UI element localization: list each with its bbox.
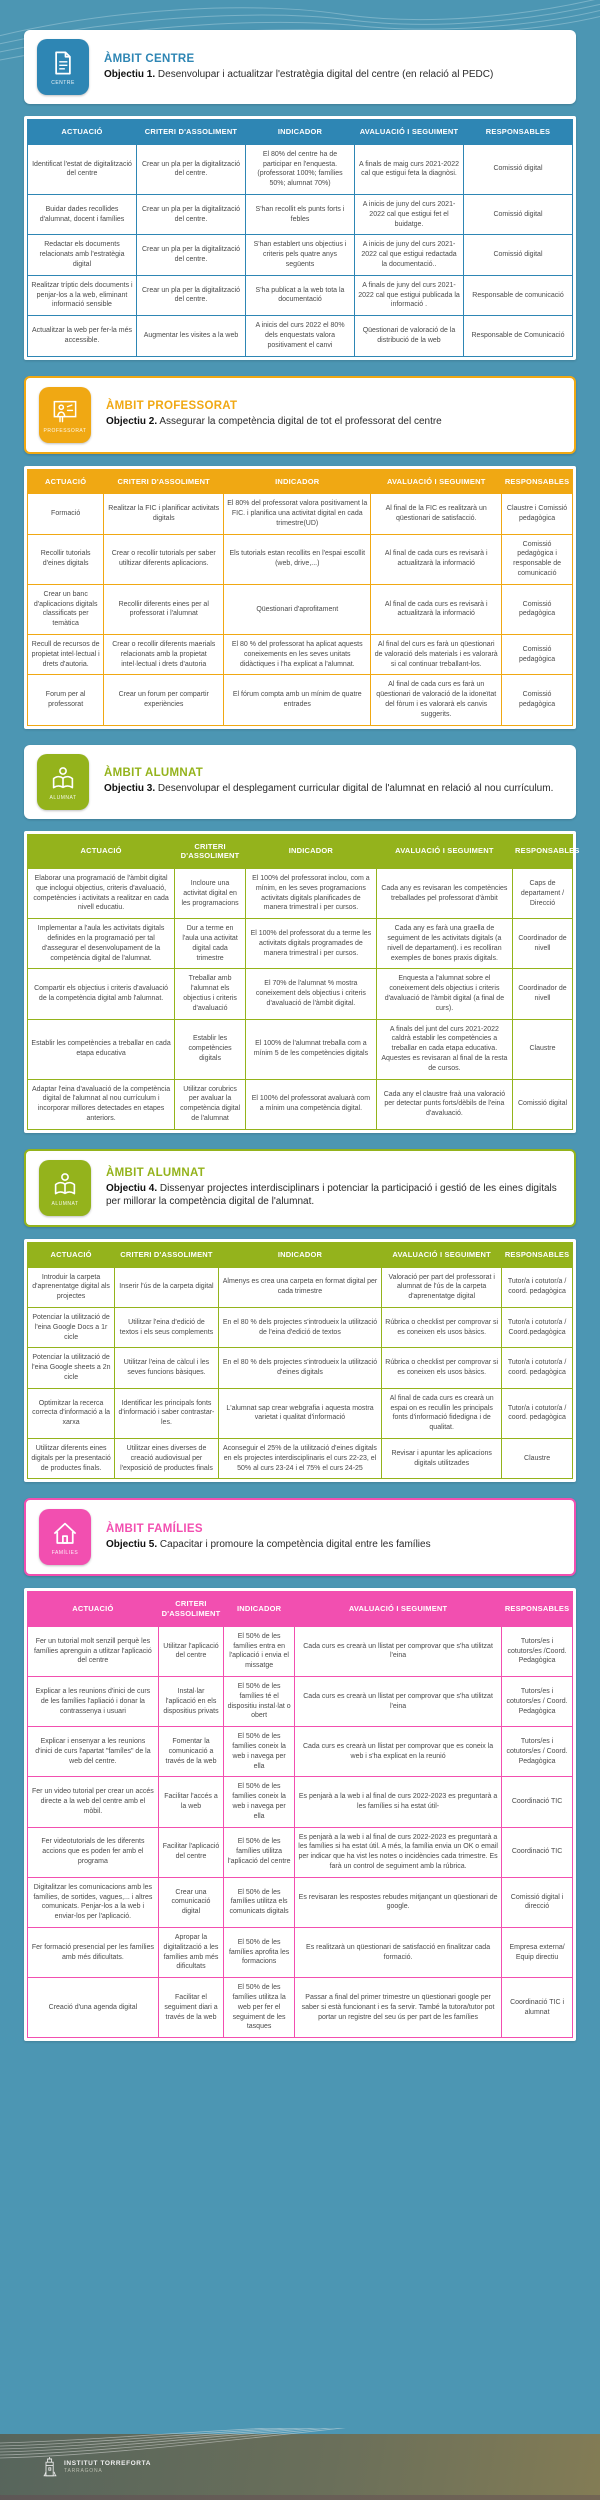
table-cell: Comissió digital i direcció	[502, 1877, 573, 1927]
table-cell: El 50% de les famílies utilitza la web per fer el seguiment de les tasques	[224, 1978, 295, 2038]
table-cell: Coordinació TIC	[502, 1827, 573, 1877]
table-cell: Caps de departament / Direcció	[513, 869, 573, 919]
section-icon-label: FAMÍLIES	[51, 1550, 79, 1557]
table-cell: Cada any es revisaran les competències treballades pel professorat d'àmbit	[376, 869, 512, 919]
column-header: INDICADOR	[224, 1592, 295, 1627]
table-cell: Tutors/es i cotutors/es / Coord. Pedagògica	[502, 1727, 573, 1777]
objective-label: Objectiu 4.	[106, 1182, 158, 1194]
table-cell: Incloure una activitat digital en les programacions	[175, 869, 246, 919]
table-cell: Comissió pedagògica	[502, 584, 573, 634]
table-row	[28, 194, 573, 234]
table-cell: Augmentar les visites a la web	[137, 316, 246, 356]
column-header: INDICADOR	[224, 469, 371, 494]
table-cell: A finals de juny del curs 2021-2022 cal que estigui publicada la informació .	[355, 275, 464, 315]
objective-text	[104, 68, 562, 82]
table-cell: El 50% de les famílies entra en l'aplicació i envia el missatge	[224, 1626, 295, 1676]
section-header-card	[24, 376, 576, 454]
table-cell: A inicis de juny del curs 2021-2022 cal que estigui redactada la documentació..	[355, 235, 464, 275]
footer	[0, 2434, 600, 2500]
objective-label: Objectiu 2.	[106, 416, 158, 428]
table-cell: Utilitzar l'eina de càlcul i les seves funcions bàsiques.	[115, 1348, 219, 1388]
table-cell: Digitalitzar les comunicacions amb les famílies, de sortides, vagues,... i altres comunicats. Penjar-los a la web i enviar-los per l'aplicació.	[28, 1877, 159, 1927]
section-header-card	[24, 30, 576, 104]
actions-table-wrapper	[24, 116, 576, 360]
table-cell: El 100% del professorat inclou, com a mínim, en les seves programacions activitats digitals planificades de manera trimestral i per cursos.	[245, 869, 376, 919]
objective-text	[104, 782, 562, 796]
column-header: ACTUACIÓ	[28, 1592, 159, 1627]
table-cell: Fer un tutorial molt senzill perquè les famílies aprenguin a utlitzar l'aplicació del centre	[28, 1626, 159, 1676]
table-cell: Facilitar el seguiment diari a través de la web	[158, 1978, 223, 2038]
student-icon	[37, 754, 89, 810]
section-families	[24, 1498, 576, 2041]
column-header: INDICADOR	[218, 1242, 382, 1267]
table-cell: A finals de maig curs 2021-2022 cal que estigui feta la diagnòsi.	[355, 144, 464, 194]
table-cell: Crear una comunicació digital	[158, 1877, 223, 1927]
table-cell: Adaptar l'eina d'avaluació de la competència digital de l'alumnat al nou currículum i incorporar millores detectades en etapes anteriors.	[28, 1079, 175, 1129]
column-header: AVALUACIÓ I SEGUIMENT	[355, 120, 464, 145]
table-cell: Es revisaran les respostes rebudes mitjançant un qüestionari de google.	[295, 1877, 502, 1927]
column-header: AVALUACIÓ I SEGUIMENT	[376, 834, 512, 869]
table-cell: Facilitar l'aplicació del centre	[158, 1827, 223, 1877]
table-cell: Introduir la carpeta d'aprenentatge digital als projectes	[28, 1267, 115, 1307]
table-cell: Crear un pla per la digitalització del centre.	[137, 235, 246, 275]
actions-table	[27, 469, 573, 726]
table-cell: Crear un pla per la digitalització del centre.	[137, 194, 246, 234]
table-cell: Cada any el claustre fraà una valoració per detectar punts forts/dèbils de l'eina d'avaluació.	[376, 1079, 512, 1129]
table-cell: Comissió digital	[464, 194, 573, 234]
table-cell: Tutor/a i cotutor/a / coord. pedagògica	[502, 1348, 573, 1388]
table-cell: Potenciar la utilització de l'eina Google sheets a 2n cicle	[28, 1348, 115, 1388]
table-cell: Responsable de comunicació	[464, 275, 573, 315]
actions-table	[27, 1242, 573, 1480]
table-cell: El 70% de l'alumnat % mostra coneixement dels objectius i criteris d'avaluació de l'àmbit digital.	[245, 969, 376, 1019]
table-cell: Al final de cada curs es revisarà i actualitzarà la informació	[371, 584, 502, 634]
table-cell: Empresa externa/ Equip directiu	[502, 1927, 573, 1977]
table-cell: Tutor/a i cotutor/a / coord. pedagògica	[502, 1267, 573, 1307]
ambit-title: ÀMBIT ALUMNAT	[106, 1166, 206, 1179]
objective-text	[106, 1182, 560, 1209]
table-cell: El 50% de les famílies coneix la web i navega per ella	[224, 1777, 295, 1827]
column-header: CRITERI D'ASSOLIMENT	[104, 469, 224, 494]
table-cell: Elaborar una programació de l'àmbit digital que inclogui objectius, criteris d'avaluació, competències i activitats a realitzar en cada nivell educatiu.	[28, 869, 175, 919]
column-header: RESPONSABLES	[464, 120, 573, 145]
table-cell: Comissió digital	[513, 1079, 573, 1129]
table-cell: Crear o recollir diferents maerials relacionats amb la propietat intel·lectual i drets d'autoria	[104, 635, 224, 675]
table-cell: Claustre	[513, 1019, 573, 1079]
objective-label: Objectiu 1.	[104, 68, 156, 80]
table-cell: Treballar amb l'alumnat els objectius i criteris d'avaluació	[175, 969, 246, 1019]
table-cell: Establir les competències a treballar en cada etapa educativa	[28, 1019, 175, 1079]
column-header: ACTUACIÓ	[28, 469, 104, 494]
table-cell: Es realitzarà un qüestionari de satisfacció en finalitzar cada formació.	[295, 1927, 502, 1977]
table-header-row	[28, 469, 573, 494]
table-cell: Realitzar la FIC i planificar activitats digitals	[104, 494, 224, 534]
table-cell: Utilitzar l'aplicació del centre	[158, 1626, 223, 1676]
table-cell: Coordinador de nivell	[513, 919, 573, 969]
column-header: AVALUACIÓ I SEGUIMENT	[382, 1242, 502, 1267]
table-cell: El 80% del professorat valora positivament la FIC. i planifica una activitat digital en cada trimestre(UD)	[224, 494, 371, 534]
table-row	[28, 275, 573, 315]
table-cell: Fomentar la comunicació a través de la web	[158, 1727, 223, 1777]
table-row	[28, 494, 573, 534]
table-header-row	[28, 1592, 573, 1627]
table-cell: Recollir diferents eines per al professorat i l'alumnat	[104, 584, 224, 634]
actions-table	[27, 834, 580, 1130]
table-cell: Apropar la digitalització a les famílies amb més dificultats	[158, 1927, 223, 1977]
table-cell: Recollir tutorials d'eines digitals	[28, 534, 104, 584]
table-cell: Potenciar la utilització de l'eina Google Docs a 1r cicle	[28, 1307, 115, 1347]
table-row	[28, 1777, 573, 1827]
table-cell: Fer un video tutorial per crear un accés directe a la web del centre amb el mòbil.	[28, 1777, 159, 1827]
table-cell: Comissió pedagògica i responsable de comunicació	[502, 534, 573, 584]
institute-logo-icon	[42, 2455, 58, 2479]
ambit-title: ÀMBIT CENTRE	[104, 52, 195, 65]
table-cell: Enquesta a l'alumnat sobre el coneixement dels objectius i criteris d'avaluació de l'àmbit digital (a final de curs).	[376, 969, 512, 1019]
table-cell: Crear o recollir tutorials per saber utiltizar diferents aplicacions.	[104, 534, 224, 584]
ambit-title: ÀMBIT PROFESSORAT	[106, 400, 238, 413]
objective-description: Dissenyar projectes interdisciplinars i potenciar la participació i gestió de les eines digitals per millorar la competència digital de l'alumnat.	[106, 1182, 557, 1208]
table-cell: Realitzar tríptic dels documents i penjar-los a la web, eliminant informació sensible	[28, 275, 137, 315]
table-cell: Aconseguir el 25% de la utilització d'eines digitals en els projectes interdisciplinaris el curs 22-23, el 50% al curs 23-24 i el 75% el curs 24-25	[218, 1438, 382, 1478]
table-row	[28, 584, 573, 634]
column-header: INDICADOR	[246, 120, 355, 145]
table-cell: Redactar els documents relacionats amb l'estratègia digital	[28, 235, 137, 275]
ambit-title: ÀMBIT FAMÍLIES	[106, 1523, 203, 1536]
document-icon	[37, 39, 89, 95]
column-header: RESPONSABLES	[502, 469, 573, 494]
table-row	[28, 1307, 573, 1347]
table-cell: El 50% de les famílies té el dispositiu instal·lat o obert	[224, 1677, 295, 1727]
table-cell: Al final de cada curs es farà un qüestionari de valoració de la idoneïtat del fòrum i es valorarà els canvis suggerits.	[371, 675, 502, 725]
table-cell: Es penjarà a la web i al final de curs 2022-2023 es preguntarà a les famílies si ha estat útil. A més, la família envia un OK o email per indicar que ha vist les notes o incidències cada trimestre. Es farà un control de seguiment amb la rúbrica.	[295, 1827, 502, 1877]
section-header-card	[24, 1498, 576, 1576]
table-row	[28, 1438, 573, 1478]
table-row	[28, 534, 573, 584]
table-cell: Utilitzar diferents eines digitals per la presentació de productes finals.	[28, 1438, 115, 1478]
table-cell: Optimitzar la recerca correcta d'informació a la xarxa	[28, 1388, 115, 1438]
actions-table-wrapper	[24, 1588, 576, 2041]
table-cell: En el 80 % dels projectes s'introdueix la utilització d'eines digitals	[218, 1348, 382, 1388]
table-row	[28, 1626, 573, 1676]
table-cell: El 100% del professorat du a terme les activitats digitals programades de manera trimestral i per cursos.	[245, 919, 376, 969]
table-cell: Rúbrica o checklist per comprovar si es coneixen els usos bàsics.	[382, 1348, 502, 1388]
table-cell: Al final de cada curs es crearà un espai on es recullin les principals fonts d'informació fidedigna i de qualitat.	[382, 1388, 502, 1438]
table-cell: El 50% de les famílies coneix la web i navega per ella	[224, 1727, 295, 1777]
table-row	[28, 1978, 573, 2038]
table-row	[28, 1827, 573, 1877]
table-cell: Identificar les principals fonts d'informació i saber contrastar-les.	[115, 1388, 219, 1438]
table-cell: Fer videotutorials de les diferents accions que es poden fer amb el programa	[28, 1827, 159, 1877]
table-cell: Al final de la FIC es realitzarà un qüestionari de satisfacció.	[371, 494, 502, 534]
table-cell: Facilitar l'accés a la web	[158, 1777, 223, 1827]
objective-text	[106, 1538, 560, 1552]
table-cell: Cada curs es crearà un llistat per comprovar que es coneix la web i s'ha explicat en la reunió	[295, 1727, 502, 1777]
column-header: RESPONSABLES	[502, 1592, 573, 1627]
table-row	[28, 1677, 573, 1727]
table-row	[28, 635, 573, 675]
table-cell: Actualitzar la web per fer-la més accessible.	[28, 316, 137, 356]
section-professorat	[24, 376, 576, 729]
table-cell: A inicis del curs 2022 el 80% dels enquestats valora positivament el canvi	[246, 316, 355, 356]
house-icon	[39, 1509, 91, 1565]
teacher-icon	[39, 387, 91, 443]
column-header: ACTUACIÓ	[28, 1242, 115, 1267]
table-cell: El 50% de les famílies utilitza els comunicats digitals	[224, 1877, 295, 1927]
column-header: AVALUACIÓ I SEGUIMENT	[295, 1592, 502, 1627]
table-cell: Comissió digital	[464, 235, 573, 275]
column-header: CRITERI D'ASSOLIMENT	[158, 1592, 223, 1627]
objective-label: Objectiu 3.	[104, 783, 156, 795]
table-cell: El 80% del centre ha de participar en l'enquesta. (professorat 100%; famílies 50%; alumnat 70%)	[246, 144, 355, 194]
table-cell: Crear un pla per la digitalització del centre.	[137, 144, 246, 194]
table-cell: Cada any es farà una graella de seguiment de les activitats digitals (a nivell de departament). i es recolliran exemples de bones praxis digitals.	[376, 919, 512, 969]
column-header: RESPONSABLES	[513, 834, 573, 869]
table-row	[28, 919, 573, 969]
table-cell: Inserir l'ús de la carpeta digital	[115, 1267, 219, 1307]
table-cell: El 100% del professorat avaluarà com a mínim una competència digital.	[245, 1079, 376, 1129]
table-row	[28, 144, 573, 194]
section-icon-label: PROFESSORAT	[43, 427, 87, 434]
table-cell: Comissió pedagògica	[502, 635, 573, 675]
actions-table-wrapper	[24, 1239, 576, 1483]
institute-brand	[42, 2455, 151, 2479]
table-cell: Explicar i ensenyar a les reunions d'inici de curs l'apartat "famíles" de la web del centre.	[28, 1727, 159, 1777]
table-cell: Els tutorials estan recollits en l'espai escollit (web, drive,...)	[224, 534, 371, 584]
section-icon-label: ALUMNAT	[51, 1200, 79, 1207]
table-row	[28, 869, 573, 919]
table-row	[28, 969, 573, 1019]
footer-org-sub: TARRAGONA	[64, 2468, 103, 2474]
table-cell: Rúbrica o checklist per comprovar si es coneixen els usos bàsics.	[382, 1307, 502, 1347]
table-cell: Dur a terme en l'aula una activitat digital cada trimestre	[175, 919, 246, 969]
column-header: AVALUACIÓ I SEGUIMENT	[371, 469, 502, 494]
table-cell: L'alumnat sap crear webgrafia i aquesta mostra varietat i qualitat d'informació	[218, 1388, 382, 1438]
section-icon-label: CENTRE	[51, 80, 75, 86]
column-header: ACTUACIÓ	[28, 120, 137, 145]
table-cell: Tutor/a i cotutor/a / coord. pedagògica	[502, 1388, 573, 1438]
table-cell: Revisar i apuntar les aplicacions digitals utilitzades	[382, 1438, 502, 1478]
table-cell: Comissió digital	[464, 144, 573, 194]
table-row	[28, 1267, 573, 1307]
actions-table	[27, 1591, 573, 2038]
table-header-row	[28, 120, 573, 145]
table-cell: El fórum compta amb un mínim de quatre entrades	[224, 675, 371, 725]
table-cell: Buidar dades recollides d'alumnat, docent i famílies	[28, 194, 137, 234]
table-cell: Utilitzar corubrics per avaluar la competència digital de l'alumnat	[175, 1079, 246, 1129]
table-cell: Instal·lar l'aplicació en els dispositius privats	[158, 1677, 223, 1727]
table-cell: Claustre	[502, 1438, 573, 1478]
objective-description: Assegurar la competència digital de tot el professorat del centre	[159, 416, 442, 428]
column-header: CRITERI D'ASSOLIMENT	[115, 1242, 219, 1267]
table-row	[28, 1348, 573, 1388]
table-cell: Qüestionari d'aprofitament	[224, 584, 371, 634]
table-cell: Formació	[28, 494, 104, 534]
table-row	[28, 1019, 573, 1079]
actions-table	[27, 119, 573, 357]
table-cell: Es penjarà a la web i al final de curs 2022-2023 es preguntarà a les famílies si ha estat útil-	[295, 1777, 502, 1827]
table-cell: Crear un pla per la digitalització del centre.	[137, 275, 246, 315]
table-cell: S'ha publicat a la web tota la documentació	[246, 275, 355, 315]
table-cell: Comissió pedagògica	[502, 675, 573, 725]
table-cell: El 80 % del professorat ha aplicat aquests coneixements en les seves unitats didàctiques i l'ha explicat a l'alumnat.	[224, 635, 371, 675]
table-cell: Compartir els objectius i criteris d'avaluació de la competència digital amb l'alumnat.	[28, 969, 175, 1019]
section-header-card	[24, 1149, 576, 1227]
table-cell: Utilitzar l'eina d'edició de textos i els seus complements	[115, 1307, 219, 1347]
table-row	[28, 1727, 573, 1777]
actions-table-wrapper	[24, 466, 576, 729]
table-cell: Passar a final del primer trimestre un qüestionari google per saber si està funcionant i es fa servir. També la tutora/tutor pot portar un registre del seu ús per part de les famílies	[295, 1978, 502, 2038]
section-alumnat4	[24, 1149, 576, 1483]
table-cell: Cada curs es crearà un llistat per comprovar que s'ha utilitzat l'eina	[295, 1677, 502, 1727]
table-header-row	[28, 834, 573, 869]
table-row	[28, 235, 573, 275]
section-icon-label: ALUMNAT	[49, 794, 77, 801]
objective-description: Capacitar i promoure la competència digital entre les famílies	[159, 1539, 431, 1551]
table-cell: Utilitzar eines diverses de creació audiovisual per l'exposició de productes finals	[115, 1438, 219, 1478]
table-row	[28, 316, 573, 356]
table-cell: Forum per al professorat	[28, 675, 104, 725]
table-cell: Claustre i Comissió pedagògica	[502, 494, 573, 534]
table-cell: Fer formació presencial per les famílies amb més dificultats.	[28, 1927, 159, 1977]
column-header: ACTUACIÓ	[28, 834, 175, 869]
table-cell: Coordinació TIC i alumnat	[502, 1978, 573, 2038]
objective-label: Objectiu 5.	[106, 1539, 158, 1551]
table-cell: A finals del junt del curs 2021-2022 caldrà establir les competències a treballar en cada etapa educativa. Aquestes es revisaran al final de la resta de cursos.	[376, 1019, 512, 1079]
column-header: CRITERI D'ASSOLIMENT	[137, 120, 246, 145]
table-cell: Valoració per part del professorat i alumnat de l'ús de la carpeta d'aprenentatge digital	[382, 1267, 502, 1307]
table-row	[28, 1388, 573, 1438]
table-cell: El 50% de les famílies utilitza l'aplicació del centre	[224, 1827, 295, 1877]
table-cell: Al final del curs es farà un qüestionari de valoració dels materials i es valorarà si cal continuar treballant-los.	[371, 635, 502, 675]
table-cell: El 100% de l'alumnat treballa com a mínim 5 de les competències digitals	[245, 1019, 376, 1079]
table-cell: Implementar a l'aula les activitats digitals definides en la programació per tal d'assegurar el desenvolupament de la competència digital de l'alumnat.	[28, 919, 175, 969]
table-cell: Explicar a les reunions d'inici de curs de les famílies l'apliació i donar la contrassenya i usuari	[28, 1677, 159, 1727]
ambit-title: ÀMBIT ALUMNAT	[104, 767, 204, 780]
table-cell: A inicis de juny del curs 2021-2022 cal que estigui fet el buidatge.	[355, 194, 464, 234]
table-row	[28, 1877, 573, 1927]
table-cell: En el 80 % dels projectes s'introdueix la utilització de l'eina d'edició de textos	[218, 1307, 382, 1347]
section-alumnat3	[24, 745, 580, 1133]
objective-description: Desenvolupar i actualitzar l'estratègia digital del centre (en relació al PEDC)	[157, 68, 494, 80]
table-header-row	[28, 1242, 573, 1267]
table-cell: Recull de recursos de propietat intel·lectual i drets d'autoria.	[28, 635, 104, 675]
table-cell: Creació d'una agenda digital	[28, 1978, 159, 2038]
table-cell: Establir les competències digitals	[175, 1019, 246, 1079]
table-cell: Crear un banc d'aplicacions digitals classificats per temàtica	[28, 584, 104, 634]
actions-table-wrapper	[24, 831, 580, 1133]
table-cell: Coordinador de nivell	[513, 969, 573, 1019]
student-icon	[39, 1160, 91, 1216]
section-centre	[24, 30, 576, 360]
footer-org-name: INSTITUT TORREFORTA	[64, 2460, 151, 2467]
table-cell: Coordinació TIC	[502, 1777, 573, 1827]
table-cell: Crear un forum per compartir experiències	[104, 675, 224, 725]
table-cell: S'han recollit els punts forts i febles	[246, 194, 355, 234]
table-cell: Qüestionari de valoració de la distribució de la web	[355, 316, 464, 356]
table-row	[28, 1927, 573, 1977]
section-header-card	[24, 745, 576, 819]
objective-text	[106, 415, 560, 429]
table-cell: Almenys es crea una carpeta en format digital per cada trimestre	[218, 1267, 382, 1307]
column-header: CRITERI D'ASSOLIMENT	[175, 834, 246, 869]
table-cell: S'han establert uns objectius i criteris pels quatre anys següents	[246, 235, 355, 275]
table-cell: Tutors/es i cotutors/es /Coord. Pedagògica	[502, 1626, 573, 1676]
table-row	[28, 1079, 573, 1129]
table-cell: El 50% de les famílies aprofita les formacions	[224, 1927, 295, 1977]
table-cell: Responsable de Comunicació	[464, 316, 573, 356]
objective-description: Desenvolupar el desplegament curricular digital de l'alumnat en relació al nou currículum.	[157, 783, 554, 795]
column-header: RESPONSABLES	[502, 1242, 573, 1267]
table-cell: Tutor/a i cotutor/a / Coord.pedagògica	[502, 1307, 573, 1347]
table-cell: Identificat l'estat de digitalització del centre	[28, 144, 137, 194]
table-row	[28, 675, 573, 725]
table-cell: Al final de cada curs es revisarà i actualitzarà la informació	[371, 534, 502, 584]
column-header: INDICADOR	[245, 834, 376, 869]
table-cell: Tutors/es i cotutors/es / Coord. Pedagògica	[502, 1677, 573, 1727]
table-cell: Cada curs es crearà un llistat per comprovar que s'ha utilitzat l'eina	[295, 1626, 502, 1676]
